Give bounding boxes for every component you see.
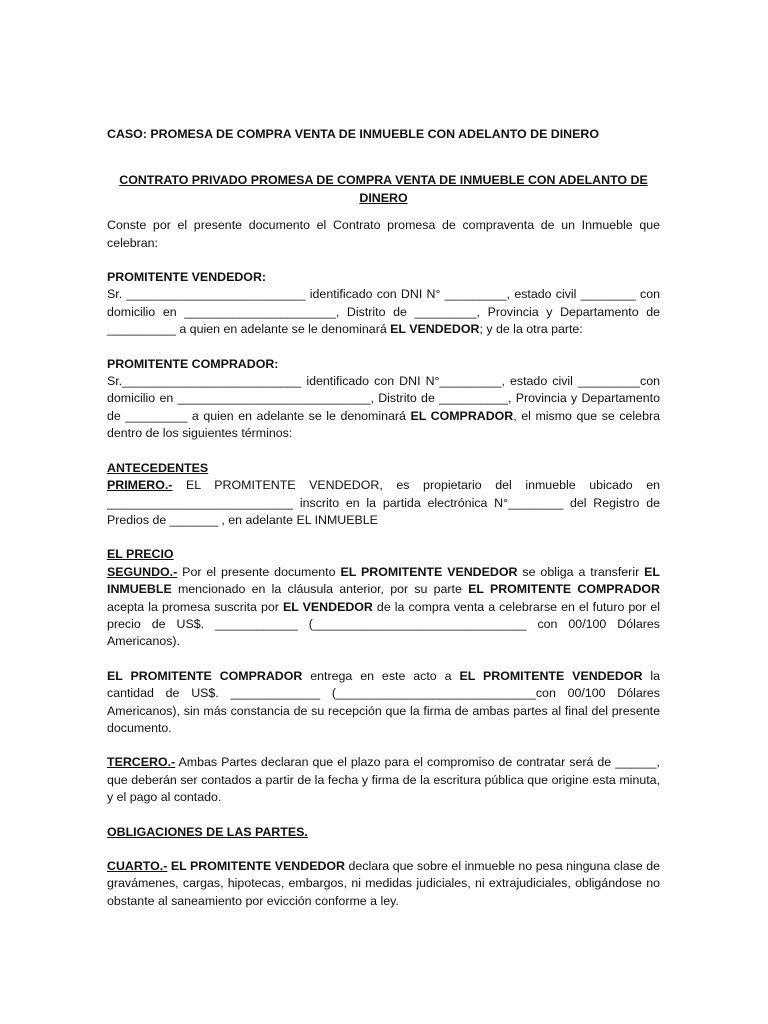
tercero-clause: TERCERO.- Ambas Partes declaran que el plazo para el compromiso de contratar será de ______, que deberán ser contados a partir de la fecha y firma de la escritura pública que origine esta minuta, y el pago al contado. bbox=[107, 755, 660, 805]
case-title: CASO: PROMESA DE COMPRA VENTA DE INMUEBLE CON ADELANTO DE DINERO bbox=[107, 127, 599, 141]
primero-clause: PRIMERO.- EL PROMITENTE VENDEDOR, es propietario del inmueble ubicado en ___________________________ inscrito en la partida electrónica N°________ del Registro de Predios de _______ , en adelante EL INMUEBLE bbox=[107, 478, 660, 527]
seller-section bbox=[107, 269, 660, 339]
seller-paragraph: Sr. __________________________ identificado con DNI N° _________, estado civil ________ con domicilio en ______________________, Distrito de _________, Provincia y Departamento de __________ a quien en adelante se le denominará EL VENDEDOR; y de la otra parte: bbox=[107, 287, 660, 337]
buyer-heading: PROMITENTE COMPRADOR: bbox=[107, 356, 279, 371]
antecedentes-heading: ANTECEDENTES bbox=[107, 460, 209, 475]
obligaciones-heading: OBLIGACIONES DE LAS PARTES. bbox=[107, 824, 308, 839]
antecedentes-section bbox=[107, 460, 660, 530]
cuarto-clause: CUARTO.- EL PROMITENTE VENDEDOR declara que sobre el inmueble no pesa ninguna clase de gravámenes, cargas, hipotecas, embargos, ni medidas judiciales, ni extrajudiciales, obligándose no obstante al saneamiento por evicción conforme a ley. bbox=[107, 859, 660, 908]
document-body bbox=[107, 126, 660, 910]
buyer-paragraph: Sr.__________________________ identificado con DNI N°_________, estado civil _________con domicilio en ____________________________, Distrito de __________, Provincia y Departamento de _________ a quien en adelante se le denominará EL COMPRADOR, el mismo que se celebra dentro de los siguientes términos: bbox=[107, 374, 660, 441]
seller-heading: PROMITENTE VENDEDOR: bbox=[107, 270, 267, 285]
intro-paragraph: Conste por el presente documento el Contrato promesa de compraventa de un Inmueble que celebran: bbox=[107, 218, 660, 250]
buyer-section bbox=[107, 356, 660, 443]
precio-heading: EL PRECIO bbox=[107, 547, 174, 562]
contract-title: CONTRATO PRIVADO PROMESA DE COMPRA VENTA DE INMUEBLE CON ADELANTO DE DINERO bbox=[119, 173, 648, 205]
precio-section bbox=[107, 546, 660, 650]
segundo-clause: SEGUNDO.- Por el presente documento EL PROMITENTE VENDEDOR se obliga a transferir EL INMUEBLE mencionado en la cláusula anterior, por su parte EL PROMITENTE COMPRADOR acepta la promesa suscrita por EL VENDEDOR de la compra venta a celebrarse en el futuro por el precio de US$. ____________ (_______________________________ con 00/100 Dólares Americanos). bbox=[107, 564, 661, 649]
pago-paragraph: EL PROMITENTE COMPRADOR entrega en este acto a EL PROMITENTE VENDEDOR la cantidad de US$. _____________ (_____________________________con 00/100 Dólares Americanos), sin más constancia de su recepción que la firma de ambas partes al final del presente documento. bbox=[107, 668, 660, 735]
